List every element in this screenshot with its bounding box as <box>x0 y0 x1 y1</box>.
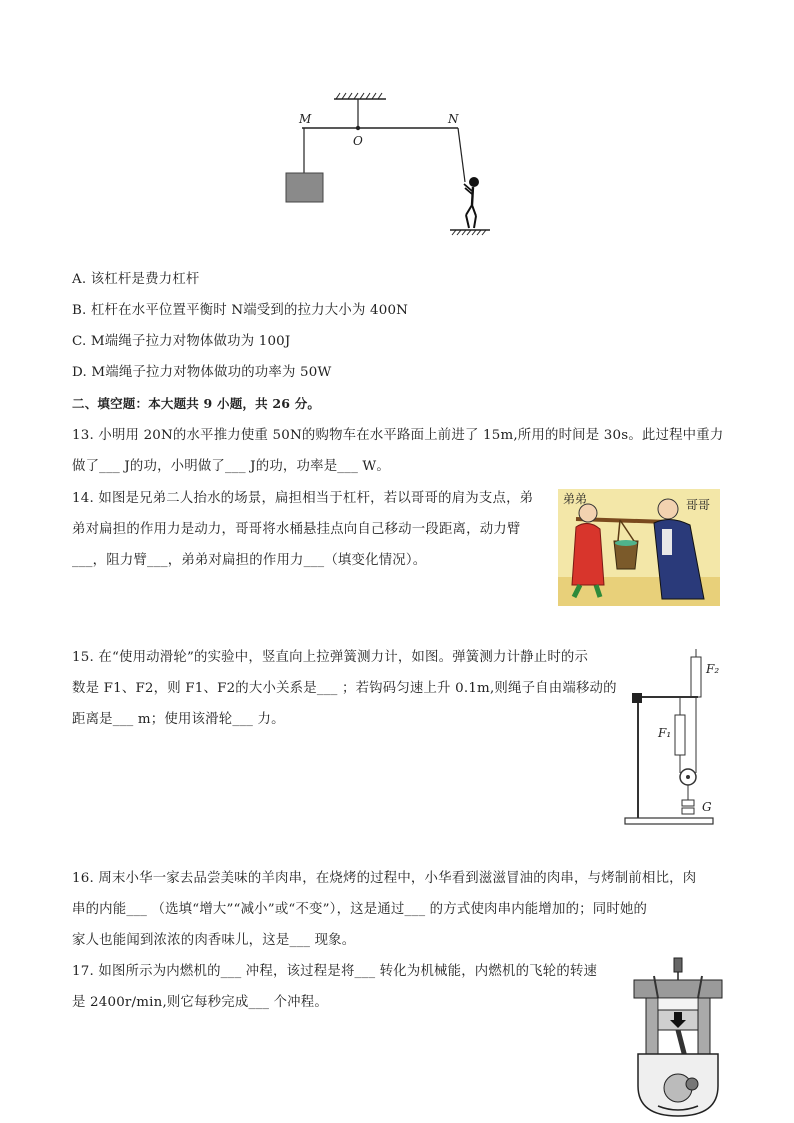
q16-line-2: 串的内能___ （选填“增大”“减小”或“不变”），这是通过___ 的方式使肉串内能增加的；同时她的 <box>72 902 648 917</box>
lever-figure <box>280 90 490 240</box>
q17-line-2: 是 2400r/min,则它每秒完成___ 个冲程。 <box>72 995 328 1010</box>
q14-line-2: 弟对扁担的作用力是动力，哥哥将水桶悬挂点向自己移动一段距离，动力臂 <box>72 522 521 537</box>
option-a: A. 该杠杆是费力杠杆 <box>72 272 200 287</box>
q13-line-1: 13. 小明用 20N的水平推力使重 50N的购物车在水平路面上前进了 15m,所用的时间是 30s。此过程中重力 <box>72 428 724 443</box>
option-b: B. 杠杆在水平位置平衡时 N端受到的拉力大小为 400N <box>72 303 409 318</box>
q14-line-1: 14. 如图是兄弟二人抬水的场景，扁担相当于杠杆，若以哥哥的肩为支点，弟 <box>72 491 534 506</box>
pulley-apparatus-figure <box>620 645 730 830</box>
internal-combustion-engine-figure <box>628 956 728 1120</box>
lever-label-o: O <box>353 134 363 148</box>
brothers-carrying-water-image <box>558 489 720 606</box>
label-g: G <box>702 800 712 814</box>
lever-label-m: M <box>299 112 312 126</box>
q15-line-2: 数是 F1、F2，则 F1、F2的大小关系是___ ；若钩码匀速上升 0.1m,则绳子自由端移动的 <box>72 681 617 696</box>
label-younger-brother: 弟弟 <box>563 492 588 506</box>
lever-label-n: N <box>448 112 459 126</box>
option-d: D. M端绳子拉力对物体做功的功率为 50W <box>72 365 332 380</box>
q16-line-3: 家人也能闻到浓浓的肉香味儿，这是___ 现象。 <box>72 933 356 948</box>
q16-line-1: 16. 周末小华一家去品尝美味的羊肉串，在烧烤的过程中，小华看到滋滋冒油的肉串，与烤制前相比，肉 <box>72 871 697 886</box>
section-heading: 二、填空题：本大题共 9 小题，共 26 分。 <box>72 396 321 411</box>
q15-line-3: 距离是___ m；使用该滑轮___ 力。 <box>72 712 285 727</box>
option-c: C. M端绳子拉力对物体做功为 100J <box>72 334 291 349</box>
q14-line-3: ___，阻力臂___，弟弟对扁担的作用力___（填变化情况）。 <box>72 553 427 568</box>
q17-line-1: 17. 如图所示为内燃机的___ 冲程，该过程是将___ 转化为机械能，内燃机的飞轮的转速 <box>72 964 598 979</box>
label-older-brother: 哥哥 <box>686 498 711 512</box>
label-f2: F₂ <box>706 662 720 676</box>
label-f1: F₁ <box>658 726 672 740</box>
q15-line-1: 15. 在“使用动滑轮”的实验中，竖直向上拉弹簧测力计，如图。弹簧测力计静止时的示 <box>72 650 589 665</box>
q13-line-2: 做了___ J的功，小明做了___ J的功，功率是___ W。 <box>72 459 390 474</box>
